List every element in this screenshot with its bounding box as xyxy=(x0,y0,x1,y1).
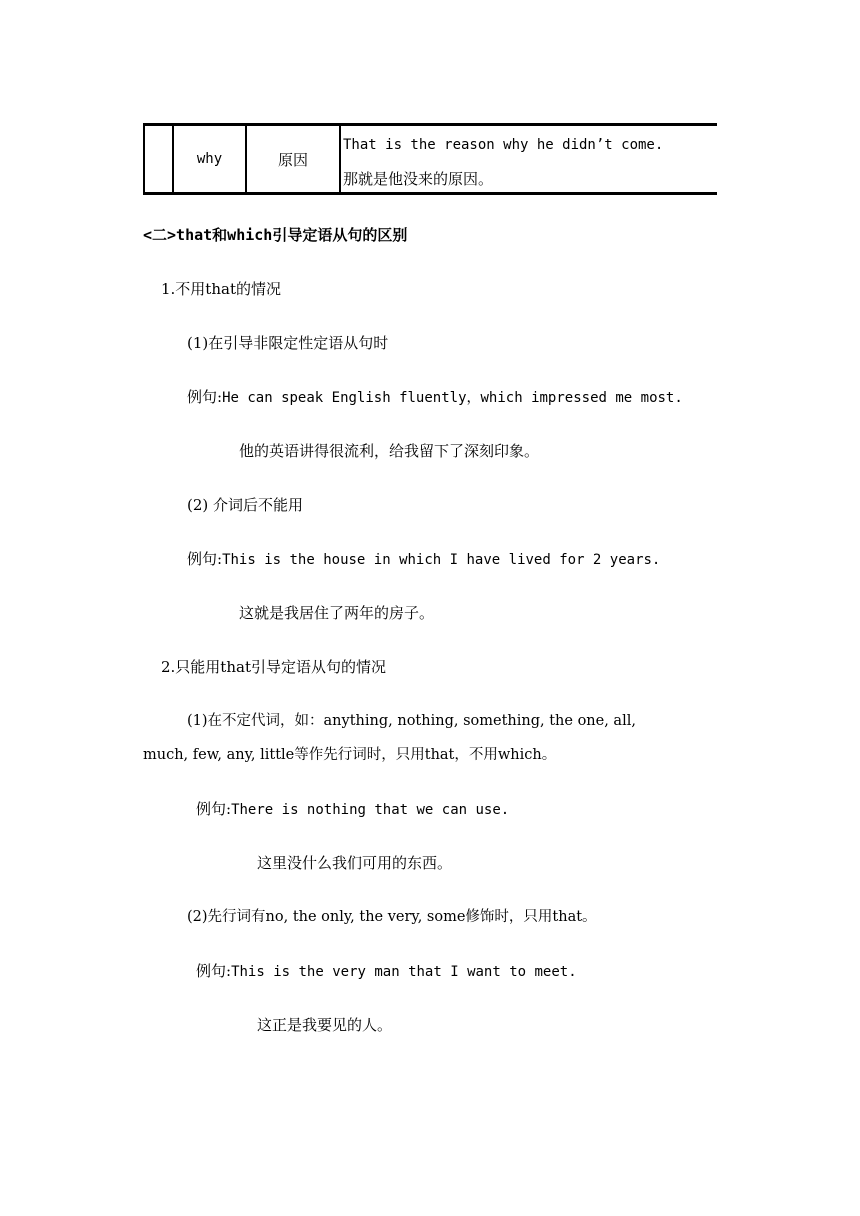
part2-case1-title-line1: (1)在不定代词，如：anything, nothing, something, the one, all, xyxy=(187,713,636,729)
part1-case2-example xyxy=(187,549,660,570)
example-label: 例句: xyxy=(196,800,232,818)
table-border-left xyxy=(143,126,145,192)
example-en: He can speak English fluently，which impressed me most. xyxy=(222,390,683,406)
example-label: 例句: xyxy=(187,388,223,406)
part1-title: 1.不用that的情况 xyxy=(161,280,281,298)
part2-case1-translation: 这里没什么我们可用的东西。 xyxy=(257,854,453,872)
example-label: 例句: xyxy=(196,962,232,980)
table-cell-word: why xyxy=(196,151,223,167)
part2-case2-translation: 这正是我要见的人。 xyxy=(257,1016,393,1034)
part1-case1-example xyxy=(187,387,683,408)
part2-case1-example xyxy=(196,799,509,820)
example-en: This is the very man that I want to meet. xyxy=(231,964,577,980)
part1-case1-title: (1)在引导非限定性定语从句时 xyxy=(187,334,389,352)
vocabulary-table-row xyxy=(143,123,717,195)
part1-case1-translation: 他的英语讲得很流利，给我留下了深刻印象。 xyxy=(239,442,540,460)
example-en: There is nothing that we can use. xyxy=(231,802,510,818)
table-cell-meaning: 原因 xyxy=(277,150,308,169)
part1-case2-translation: 这就是我居住了两年的房子。 xyxy=(239,604,435,622)
part2-case1-title-line2: much, few, any, little等作先行词时，只用that，不用which。 xyxy=(143,747,557,763)
part2-title: 2.只能用that引导定语从句的情况 xyxy=(161,658,386,676)
table-cell-example-zh: 那就是他没来的原因。 xyxy=(343,170,494,188)
part1-case2-title: (2) 介词后不能用 xyxy=(187,496,304,514)
part2-case2-title: (2)先行词有no, the only, the very, some修饰时，只用that。 xyxy=(187,909,597,925)
part2-case2-example xyxy=(196,961,577,982)
example-en: This is the house in which I have lived for 2 years. xyxy=(222,552,661,568)
example-label: 例句: xyxy=(187,550,223,568)
table-divider xyxy=(339,126,341,192)
table-cell-example-en: That is the reason why he didn’t come. xyxy=(343,137,664,153)
section-title: <二>that和which引导定语从句的区别 xyxy=(143,226,408,244)
